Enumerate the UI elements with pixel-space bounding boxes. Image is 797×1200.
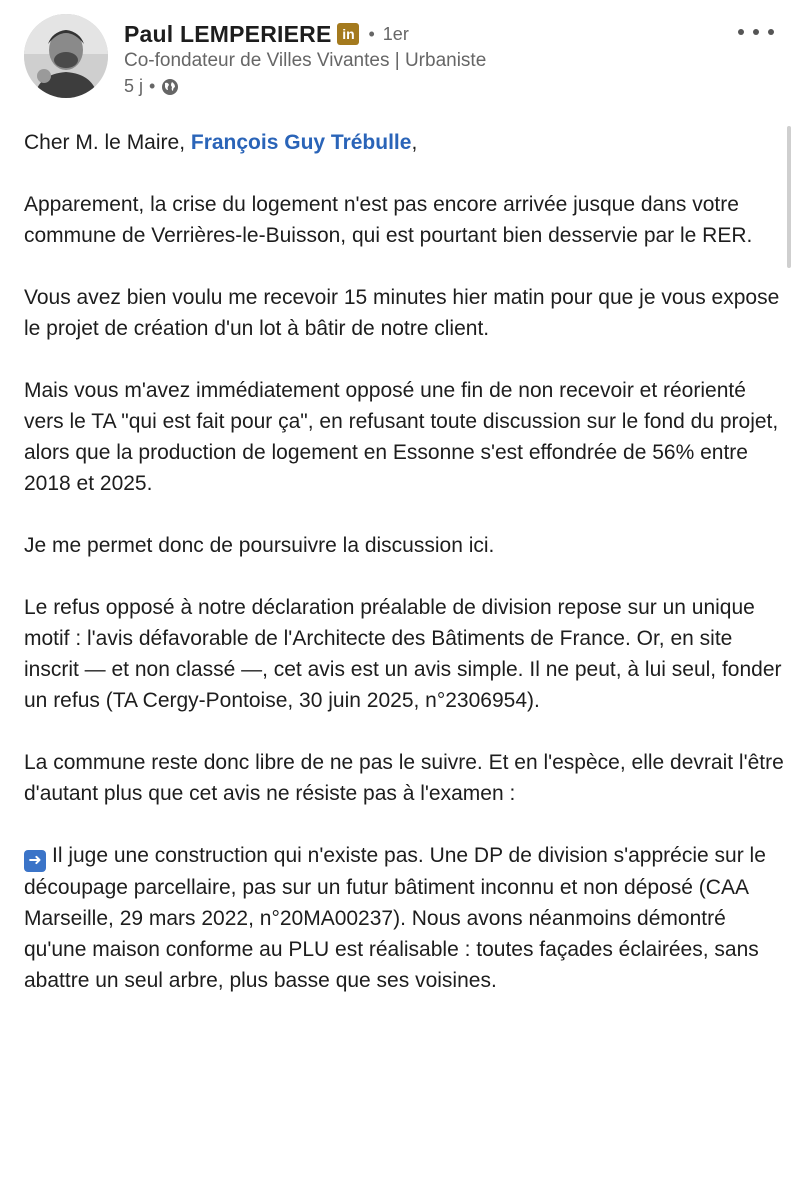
- post-meta: [124, 76, 179, 97]
- post-body: [24, 127, 784, 1027]
- greeting: [24, 127, 784, 158]
- author-name[interactable]: Paul LEMPERIERE: [124, 20, 332, 47]
- paragraph-7-text: Il juge une construction qui n'existe pas. Une DP de division s'apprécie sur le découpage parcellaire, pas sur un futur bâtiment inconnu et non déposé (CAA Marseille, 29 mars 2022, n°20MA00237). Nous avons néanmoins démontré qu'une maison conforme au PLU est réalisable : toutes façades éclairées, sans abattre un seul arbre, plus basse que ses voisines.: [24, 844, 766, 992]
- more-options-icon[interactable]: [738, 22, 774, 42]
- arrow-right-emoji-icon: ➜: [24, 850, 46, 872]
- author-headline: Co-fondateur de Villes Vivantes | Urbaniste: [124, 50, 487, 71]
- paragraph-3: Mais vous m'avez immédiatement opposé une fin de non recevoir et réorienté vers le TA "qui est fait pour ça", en refusant toute discussion sur le fond du projet, alors que la production de logement en Essonne s'est effondrée de 56% entre 2018 et 2025.: [24, 379, 779, 495]
- meta-separator: •: [149, 76, 156, 96]
- separator: •: [368, 23, 375, 44]
- greeting-prefix: Cher M. le Maire,: [24, 131, 191, 154]
- greeting-suffix: ,: [411, 131, 418, 154]
- paragraph-6: La commune reste donc libre de ne pas le suivre. Et en l'espèce, elle devrait l'être d'autant plus que cet avis ne résiste pas à l'examen :: [24, 751, 784, 805]
- mention-link[interactable]: François Guy Trébulle: [190, 131, 412, 154]
- paragraph-5: Le refus opposé à notre déclaration préalable de division repose sur un unique motif : l'avis défavorable de l'Architecte des Bâtiments de France. Or, en site inscrit — et non classé —, cet avis est un avis simple. Il ne peut, à lui seul, fonder un refus (TA Cergy-Pontoise, 30 juin 2025, n°2306954).: [24, 596, 782, 712]
- scrollbar[interactable]: [787, 126, 791, 268]
- paragraph-7: [24, 840, 784, 996]
- avatar[interactable]: [24, 14, 108, 98]
- paragraph-1: Apparement, la crise du logement n'est pas encore arrivée jusque dans votre commune de Verrières-le-Buisson, qui est pourtant bien desservie par le RER.: [24, 193, 753, 247]
- paragraph-2: Vous avez bien voulu me recevoir 15 minutes hier matin pour que je vous expose le projet de création d'un lot à bâtir de notre client.: [24, 286, 780, 340]
- post-time: 5 j: [124, 76, 144, 96]
- post-header: [0, 0, 797, 110]
- paragraph-4: Je me permet donc de poursuivre la discussion ici.: [24, 534, 495, 557]
- linkedin-badge-icon: in: [337, 23, 359, 45]
- author-line: [124, 18, 409, 50]
- connection-degree: 1er: [382, 23, 409, 44]
- globe-icon: [161, 78, 179, 96]
